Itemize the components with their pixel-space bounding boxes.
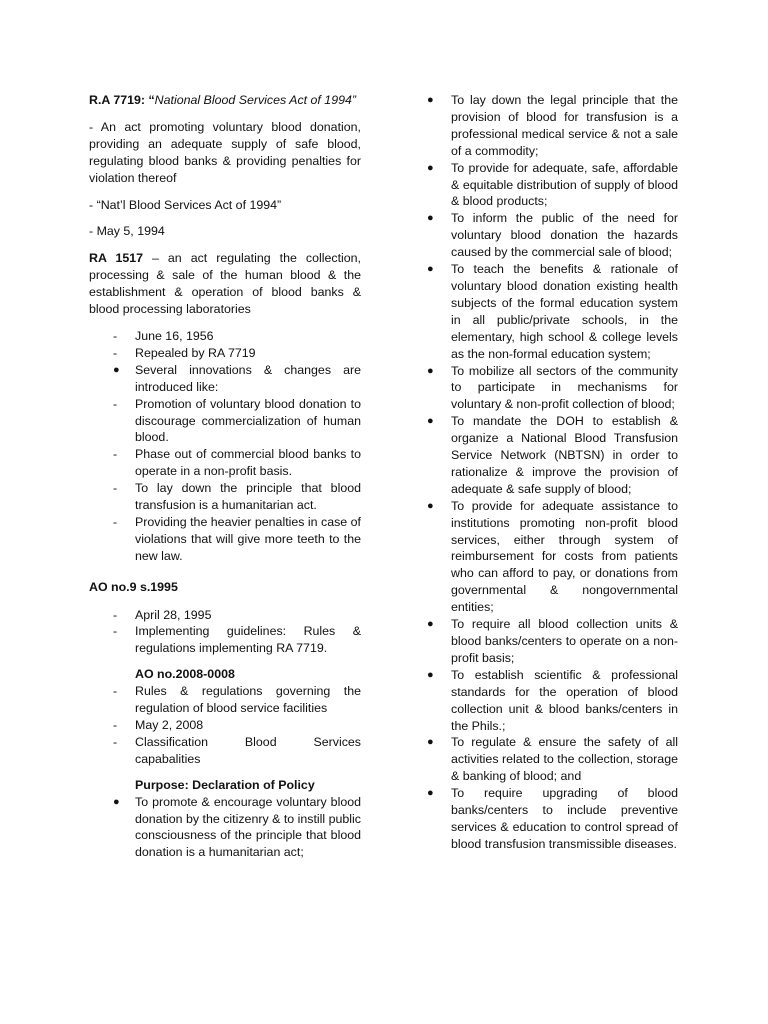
ra7719-title-line xyxy=(89,92,361,109)
list-item-text: To require all blood collection units & blood banks/centers to operate on a non-profit basis; xyxy=(451,617,678,665)
list-item-text: Repealed by RA 7719 xyxy=(135,345,256,360)
list-item-text: Classification Blood Services capabalities xyxy=(135,734,361,766)
list-marker: - xyxy=(113,514,118,529)
list-item xyxy=(425,616,678,667)
list-item xyxy=(89,683,361,717)
list-item-text: June 16, 1956 xyxy=(135,328,214,343)
ra1517-description: – an act regulating the collection, processing & sale of the human blood & the establishment & operation of blood banks & blood processing laboratories xyxy=(89,251,361,317)
ra1517-list xyxy=(89,328,361,565)
bullet-icon: ● xyxy=(427,161,434,174)
list-marker: - xyxy=(113,481,118,496)
right-column xyxy=(425,92,678,853)
bullet-icon: ● xyxy=(427,263,434,276)
bullet-icon: ● xyxy=(427,736,434,749)
list-item xyxy=(425,363,678,414)
list-item-text: Providing the heavier penalties in case of violations that will give more teeth to the new law. xyxy=(135,514,361,563)
list-item-text: To lay down the legal principle that the provision of blood for transfusion is a professional medical service & not a sale of a commodity; xyxy=(451,93,678,158)
list-marker: - xyxy=(113,718,118,732)
list-item-text: To establish scientific & professional standards for the operation of blood collection unit & blood banks/centers in the Phils.; xyxy=(451,667,678,733)
list-marker: - xyxy=(113,396,118,411)
list-item xyxy=(89,514,361,565)
list-item-text: Promotion of voluntary blood donation to discourage commercialization of human blood. xyxy=(135,396,361,445)
list-item xyxy=(425,734,678,785)
list-item xyxy=(425,413,678,498)
list-item-text: To provide for adequate assistance to institutions promoting non-profit blood services, either through system of reimbursement for costs from patients who can afford to pay, or donations from governmental & nongovernmental entities; xyxy=(451,498,678,615)
bullet-icon: ● xyxy=(427,668,434,681)
list-item xyxy=(89,623,361,657)
ra7719-quote-open: “ xyxy=(145,93,155,107)
ao9-list xyxy=(89,607,361,658)
ra1517-heading: RA 1517 xyxy=(89,251,144,266)
list-item xyxy=(425,160,678,211)
list-item-text: To promote & encourage voluntary blood donation by the citizenry & to instill public consciousness of the principle that blood donation is a humanitarian act; xyxy=(135,794,361,860)
list-item xyxy=(89,794,361,862)
list-item-text: May 2, 2008 xyxy=(135,718,204,732)
list-item-text: To mandate the DOH to establish & organize a National Blood Transfusion Service Network (NBTSN) in order to rationalize & improve the provision of adequate & safe supply of blood; xyxy=(451,414,678,496)
bullet-icon: ● xyxy=(427,787,434,800)
list-item-text: To lay down the principle that blood transfusion is a humanitarian act. xyxy=(135,481,361,513)
bullet-icon: ● xyxy=(427,212,434,225)
list-item xyxy=(89,607,361,624)
ao2008-heading: AO no.2008-0008 xyxy=(135,667,235,682)
list-item xyxy=(89,362,361,396)
list-item xyxy=(425,210,678,261)
list-item xyxy=(425,785,678,853)
list-item-text: April 28, 1995 xyxy=(135,607,212,622)
list-marker: - xyxy=(113,328,118,343)
bullet-icon: ● xyxy=(427,364,434,377)
list-item xyxy=(89,734,361,768)
list-marker: - xyxy=(113,447,118,462)
left-column xyxy=(89,92,361,861)
bullet-icon: ● xyxy=(427,499,434,512)
list-item-text: Several innovations & changes are introduced like: xyxy=(135,362,361,394)
list-item-text: To mobilize all sectors of the community to participate in mechanisms for voluntary & non-profit collection of blood; xyxy=(451,363,678,412)
list-marker: - xyxy=(113,734,118,749)
ra7719-heading: R.A 7719: xyxy=(89,93,146,107)
list-marker: - xyxy=(113,607,118,622)
ra7719-description: - An act promoting voluntary blood donation, providing an adequate supply of safe blood, regulating blood banks & providing penalties for violation thereof xyxy=(89,119,361,185)
list-item-text: To require upgrading of blood banks/centers to include preventive services & education to control spread of blood transfusion transmissible diseases. xyxy=(451,786,678,851)
list-item xyxy=(425,92,678,160)
list-item-text: Implementing guidelines: Rules & regulations implementing RA 7719. xyxy=(135,624,361,656)
list-item-text: To regulate & ensure the safety of all activities related to the collection, storage & banking of blood; and xyxy=(451,735,678,784)
list-item xyxy=(89,717,361,734)
list-item xyxy=(425,667,678,735)
list-item-text: To inform the public of the need for voluntary blood donation the hazards caused by the commercial sale of blood; xyxy=(451,211,678,260)
ao9-heading: AO no.9 s.1995 xyxy=(89,579,178,594)
list-item-text: To provide for adequate, safe, affordable & equitable distribution of supply of blood & blood products; xyxy=(451,160,678,209)
list-marker: - xyxy=(113,345,118,360)
list-marker: - xyxy=(113,624,118,639)
list-item xyxy=(89,396,361,447)
list-marker: - xyxy=(113,684,118,699)
ra7719-date: - May 5, 1994 xyxy=(89,224,165,239)
list-item xyxy=(89,328,361,345)
list-item xyxy=(89,345,361,362)
purpose-heading: Purpose: Declaration of Policy xyxy=(135,777,315,792)
bullet-icon: ● xyxy=(427,94,434,106)
ra7719-quote-close: ” xyxy=(351,93,357,107)
ao2008-list xyxy=(89,683,361,768)
list-item xyxy=(89,446,361,480)
list-item-text: Rules & regulations governing the regulation of blood service facilities xyxy=(135,684,361,716)
list-item-text: Phase out of commercial blood banks to operate in a non-profit basis. xyxy=(135,447,361,479)
list-item xyxy=(425,498,678,616)
list-item-text: To teach the benefits & rationale of voluntary blood donation existing health subjects of the formal education system in all public/private schools, in the elementary, high school & college levels as the non-formal education system; xyxy=(451,262,678,361)
ra1517-paragraph xyxy=(89,250,361,318)
list-item xyxy=(89,480,361,514)
purpose-list xyxy=(89,794,361,862)
bullet-icon: ● xyxy=(427,415,434,428)
list-item xyxy=(425,261,678,362)
bullet-icon: ● xyxy=(113,363,120,376)
ra7719-alias: - “Nat’l Blood Services Act of 1994” xyxy=(89,197,282,212)
bullet-icon: ● xyxy=(427,618,434,631)
bullet-icon: ● xyxy=(113,795,120,808)
ra7719-title: National Blood Services Act of 1994 xyxy=(154,93,352,107)
